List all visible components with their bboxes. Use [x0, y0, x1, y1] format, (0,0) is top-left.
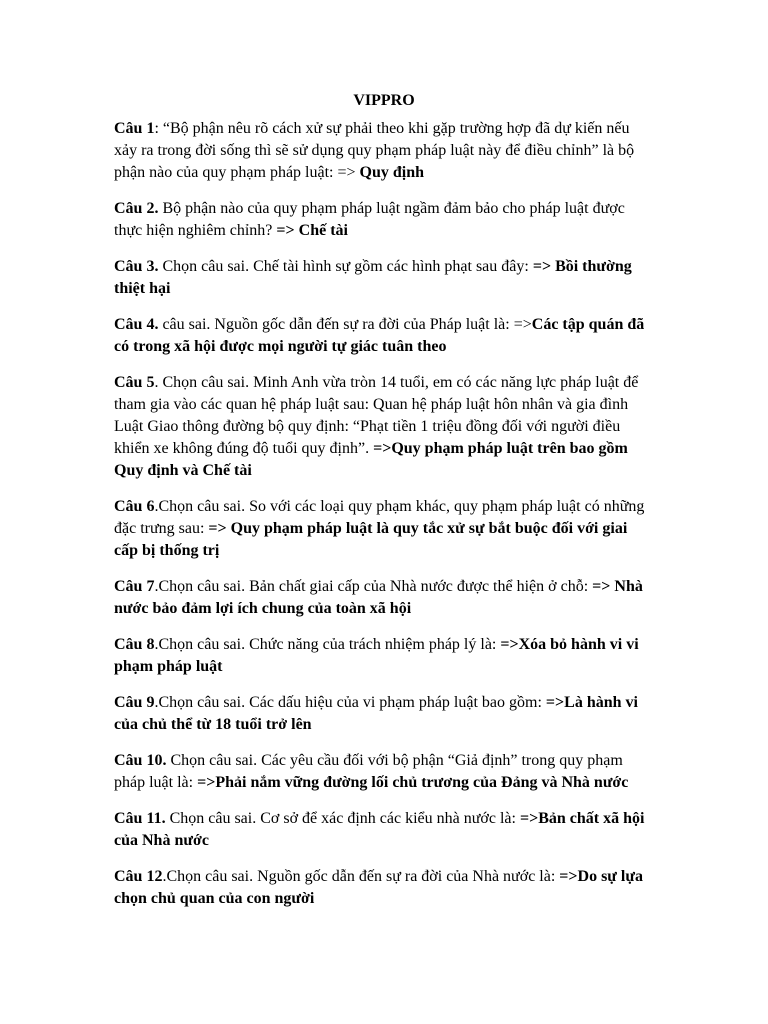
- question-6: [114, 496, 654, 562]
- question-text: Chọn câu sai. Các yêu cầu đối với bộ phận “Giả định” trong quy phạm pháp luật là:: [114, 752, 623, 791]
- question-answer: => Quy phạm pháp luật là quy tắc xử sự bắt buộc đối với giai cấp bị thống trị: [114, 520, 628, 559]
- question-12: [114, 866, 654, 910]
- question-label: Câu 8: [114, 636, 155, 653]
- question-9: [114, 692, 654, 736]
- question-5: [114, 372, 654, 482]
- question-7: [114, 576, 654, 620]
- question-label: Câu 7: [114, 578, 155, 595]
- question-text: .Chọn câu sai. Nguồn gốc dẫn đến sự ra đời của Nhà nước là:: [162, 868, 560, 885]
- question-8: [114, 634, 654, 678]
- question-1: [114, 118, 654, 184]
- question-label: Câu 10.: [114, 752, 167, 769]
- question-10: [114, 750, 654, 794]
- question-text: Chọn câu sai. Cơ sở để xác định các kiểu nhà nước là:: [165, 810, 520, 827]
- question-answer: =>Xóa bỏ hành vi vi phạm pháp luật: [114, 636, 639, 675]
- question-answer: => Nhà nước bảo đảm lợi ích chung của toàn xã hội: [114, 578, 643, 617]
- question-3: [114, 256, 654, 300]
- question-label: Câu 9: [114, 694, 155, 711]
- question-label: Câu 3.: [114, 258, 159, 275]
- question-text: .Chọn câu sai. So với các loại quy phạm khác, quy phạm pháp luật có những đặc trưng sau:: [114, 498, 645, 537]
- question-answer: =>Do sự lựa chọn chủ quan của con người: [114, 868, 643, 907]
- question-answer: Các tập quán đã có trong xã hội được mọi người tự giác tuân theo: [114, 316, 645, 355]
- question-answer: => Chế tài: [276, 222, 348, 239]
- question-answer: Quy định: [359, 164, 425, 181]
- question-label: Câu 1: [114, 120, 155, 137]
- question-text: .Chọn câu sai. Các dấu hiệu của vi phạm pháp luật bao gồm:: [154, 694, 546, 711]
- question-text: câu sai. Nguồn gốc dẫn đến sự ra đời của Pháp luật là: =>: [158, 316, 532, 333]
- question-text: . Chọn câu sai. Minh Anh vừa tròn 14 tuổi, em có các năng lực pháp luật để tham gia vào các quan hệ pháp luật sau: Quan hệ pháp luật hôn nhân và gia đình Luật Giao thông đường bộ quy định: “Phạt tiền 1 triệu đồng đối với người điều khiển xe không đúng độ tuổi quy định”.: [114, 374, 639, 457]
- question-11: [114, 808, 654, 852]
- question-label: Câu 12: [114, 868, 163, 885]
- question-answer: =>Là hành vi của chủ thể từ 18 tuổi trở lên: [114, 694, 638, 733]
- question-text: Chọn câu sai. Chế tài hình sự gồm các hình phạt sau đây:: [158, 258, 533, 275]
- question-4: [114, 314, 654, 358]
- document-title: VIPPRO: [353, 92, 415, 109]
- question-label: Câu 6: [114, 498, 155, 515]
- question-answer: =>Quy phạm pháp luật trên bao gồm Quy định và Chế tài: [114, 440, 628, 479]
- question-text: : “Bộ phận nêu rõ cách xử sự phải theo khi gặp trường hợp đã dự kiến nếu xảy ra trong đời sống thì sẽ sử dụng quy phạm pháp luật này để điều chỉnh” là bộ phận nào của quy phạm pháp luật: =>: [114, 120, 635, 181]
- question-2: [114, 198, 654, 242]
- question-label: Câu 5: [114, 374, 155, 391]
- question-answer: =>Phải nắm vững đường lối chủ trương của Đảng và Nhà nước: [197, 774, 629, 791]
- question-label: Câu 4.: [114, 316, 159, 333]
- question-label: Câu 2.: [114, 200, 159, 217]
- question-answer: => Bồi thường thiệt hại: [114, 258, 632, 297]
- document-page: [114, 90, 654, 924]
- question-label: Câu 11.: [114, 810, 166, 827]
- question-answer: =>Bản chất xã hội của Nhà nước: [114, 810, 645, 849]
- question-text: .Chọn câu sai. Bản chất giai cấp của Nhà nước được thể hiện ở chỗ:: [154, 578, 593, 595]
- question-text: Bộ phận nào của quy phạm pháp luật ngầm đảm bảo cho pháp luật được thực hiện nghiêm chỉnh?: [114, 200, 625, 239]
- question-text: .Chọn câu sai. Chức năng của trách nhiệm pháp lý là:: [154, 636, 501, 653]
